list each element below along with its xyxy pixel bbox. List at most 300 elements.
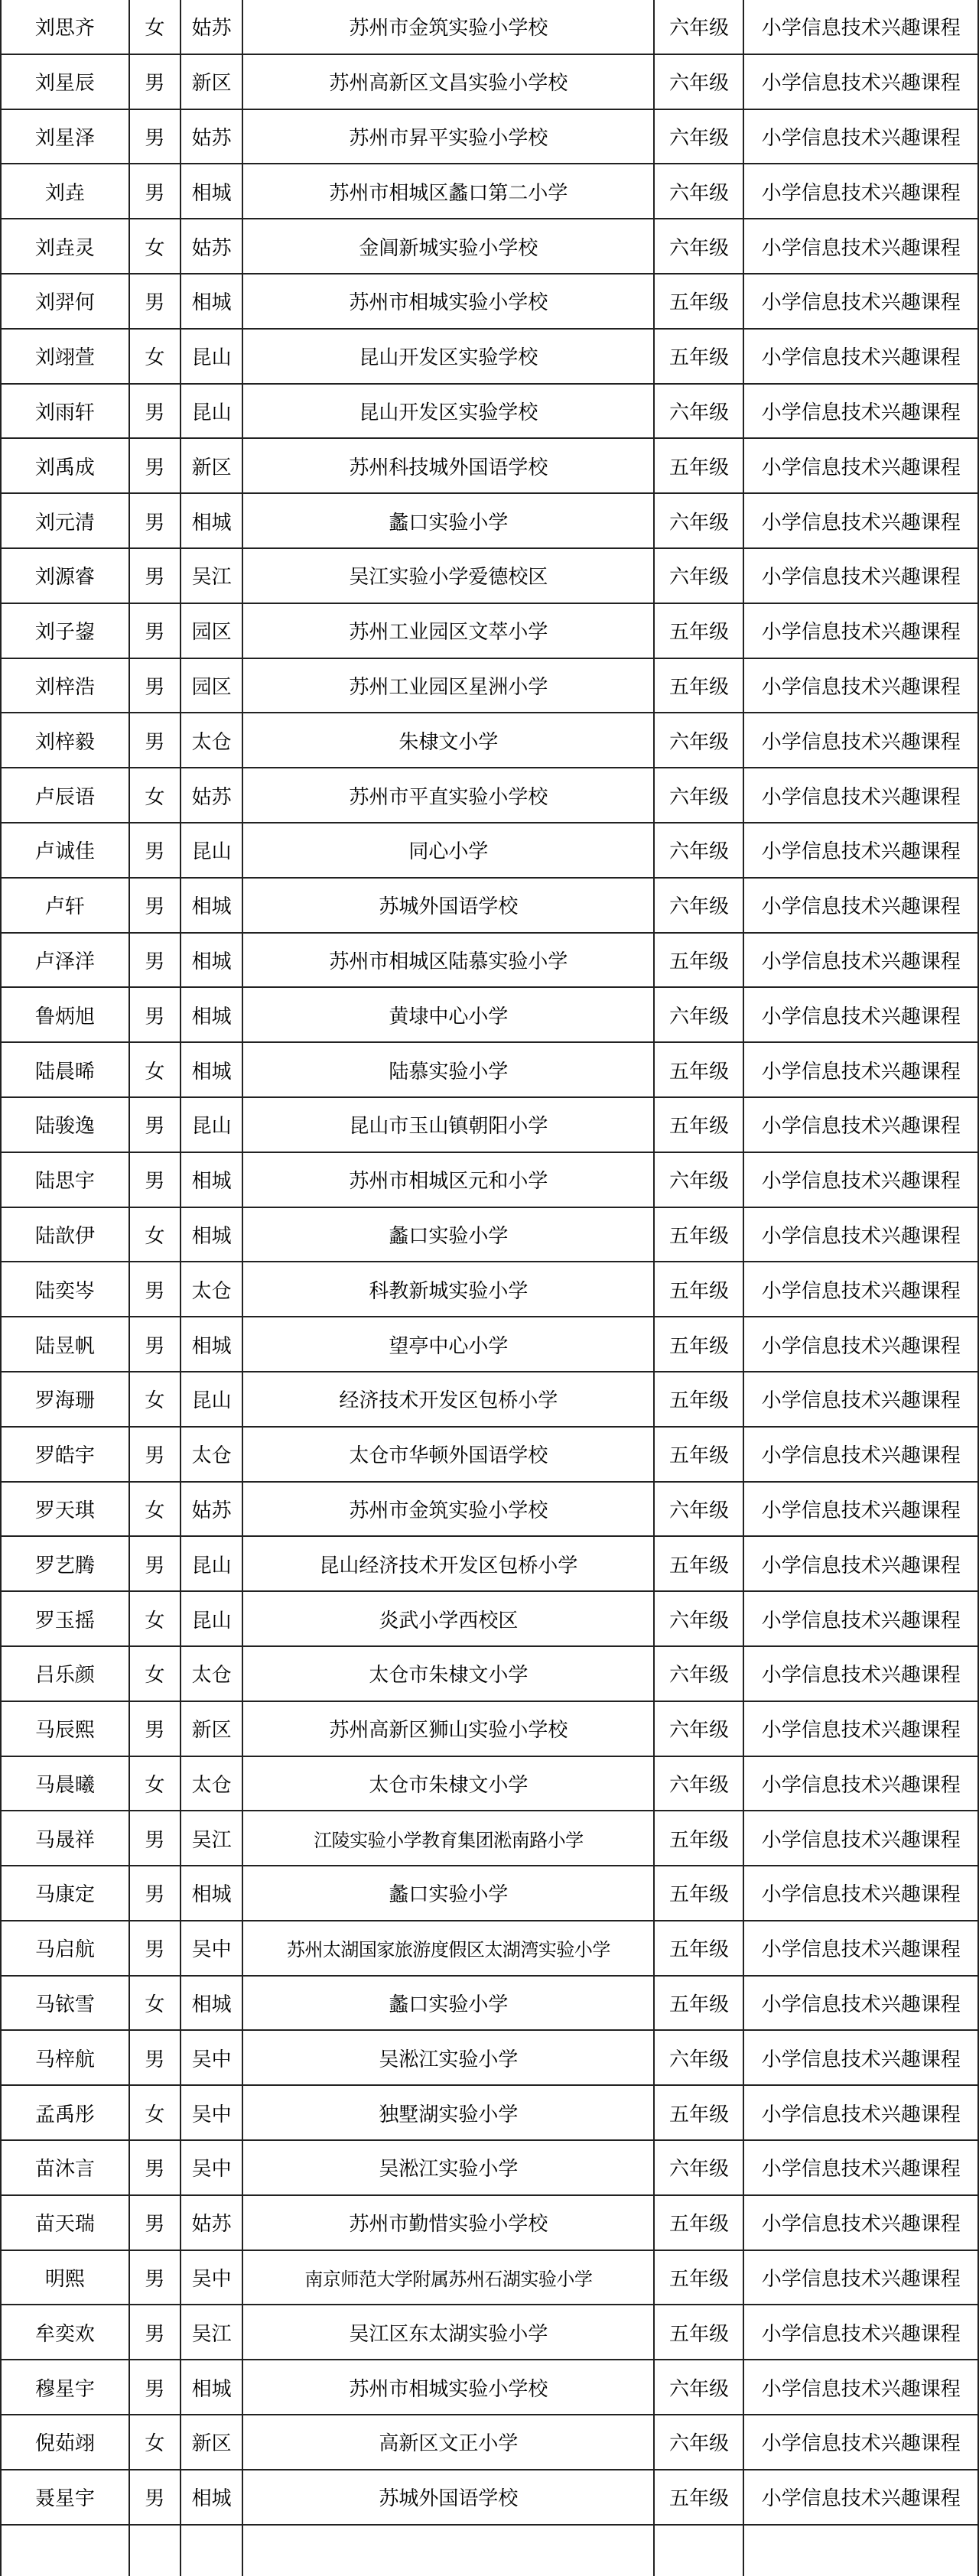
roster-body — [1, 0, 978, 2576]
course-cell: 小学信息技术兴趣课程 — [743, 1207, 978, 1262]
course-cell: 小学信息技术兴趣课程 — [743, 384, 978, 439]
school-cell: 昆山开发区实验学校 — [242, 329, 654, 384]
grade-cell: 五年级 — [654, 658, 743, 713]
student-name-cell: 鲁炳旭 — [1, 987, 129, 1042]
table-row — [1, 1042, 978, 1097]
gender-cell: 女 — [129, 1207, 181, 1262]
grade-cell: 六年级 — [654, 987, 743, 1042]
student-name-cell: 马启航 — [1, 1921, 129, 1976]
grade-cell: 六年级 — [654, 1756, 743, 1811]
district-cell: 太仓 — [181, 1262, 242, 1317]
table-row — [1, 2140, 978, 2195]
gender-cell: 女 — [129, 1976, 181, 2031]
student-name-cell: 牟奕欢 — [1, 2305, 129, 2360]
course-cell: 小学信息技术兴趣课程 — [743, 2085, 978, 2140]
grade-cell: 六年级 — [654, 164, 743, 219]
district-cell: 相城 — [181, 1866, 242, 1921]
district-cell: 姑苏 — [181, 219, 242, 274]
gender-cell: 男 — [129, 1866, 181, 1921]
district-cell: 昆山 — [181, 1372, 242, 1427]
table-row — [1, 2250, 978, 2305]
course-cell: 小学信息技术兴趣课程 — [743, 713, 978, 768]
grade-cell: 五年级 — [654, 1207, 743, 1262]
student-name-cell: 苗沐言 — [1, 2140, 129, 2195]
district-cell: 相城 — [181, 878, 242, 933]
grade-cell: 六年级 — [654, 384, 743, 439]
grade-cell: 五年级 — [654, 1042, 743, 1097]
school-cell: 苏州市勤惜实验小学校 — [242, 2195, 654, 2250]
course-cell: 小学信息技术兴趣课程 — [743, 438, 978, 493]
gender-cell: 男 — [129, 1921, 181, 1976]
student-name-cell: 马康定 — [1, 1866, 129, 1921]
district-cell: 吴中 — [181, 1921, 242, 1976]
course-cell: 小学信息技术兴趣课程 — [743, 1042, 978, 1097]
grade-cell: 五年级 — [654, 2085, 743, 2140]
student-name-cell: 刘垚灵 — [1, 219, 129, 274]
district-cell: 相城 — [181, 274, 242, 329]
student-name-cell: 罗皓宇 — [1, 1427, 129, 1482]
district-cell: 相城 — [181, 2360, 242, 2415]
gender-cell: 女 — [129, 1042, 181, 1097]
school-cell: 苏州高新区文昌实验小学校 — [242, 54, 654, 109]
grade-cell: 六年级 — [654, 713, 743, 768]
table-row — [1, 1152, 978, 1207]
course-cell: 小学信息技术兴趣课程 — [743, 878, 978, 933]
course-cell: 小学信息技术兴趣课程 — [743, 1536, 978, 1591]
course-cell: 小学信息技术兴趣课程 — [743, 1152, 978, 1207]
table-row — [1, 768, 978, 823]
empty-cell — [743, 2525, 978, 2576]
gender-cell: 男 — [129, 2030, 181, 2085]
gender-cell: 男 — [129, 2195, 181, 2250]
gender-cell: 女 — [129, 1646, 181, 1701]
district-cell: 相城 — [181, 493, 242, 548]
student-name-cell: 罗海珊 — [1, 1372, 129, 1427]
table-row — [1, 1427, 978, 1482]
course-cell: 小学信息技术兴趣课程 — [743, 1866, 978, 1921]
student-name-cell: 苗天瑞 — [1, 2195, 129, 2250]
gender-cell: 女 — [129, 1591, 181, 1646]
school-cell: 昆山经济技术开发区包桥小学 — [242, 1536, 654, 1591]
gender-cell: 男 — [129, 2305, 181, 2360]
course-cell: 小学信息技术兴趣课程 — [743, 933, 978, 988]
table-row — [1, 1207, 978, 1262]
district-cell: 园区 — [181, 658, 242, 713]
district-cell: 新区 — [181, 438, 242, 493]
school-cell: 苏州市相城区陆慕实验小学 — [242, 933, 654, 988]
gender-cell: 男 — [129, 1427, 181, 1482]
district-cell: 相城 — [181, 1152, 242, 1207]
student-name-cell: 刘垚 — [1, 164, 129, 219]
table-row — [1, 2030, 978, 2085]
course-cell: 小学信息技术兴趣课程 — [743, 2195, 978, 2250]
student-name-cell: 陆思宇 — [1, 1152, 129, 1207]
grade-cell: 五年级 — [654, 1536, 743, 1591]
course-cell: 小学信息技术兴趣课程 — [743, 54, 978, 109]
student-name-cell: 明熙 — [1, 2250, 129, 2305]
school-cell: 望亭中心小学 — [242, 1317, 654, 1372]
district-cell: 相城 — [181, 1042, 242, 1097]
empty-cell — [181, 2525, 242, 2576]
course-cell: 小学信息技术兴趣课程 — [743, 823, 978, 878]
school-cell: 陆慕实验小学 — [242, 1042, 654, 1097]
school-cell: 苏州市昇平实验小学校 — [242, 109, 654, 164]
district-cell: 昆山 — [181, 384, 242, 439]
student-name-cell: 刘禹成 — [1, 438, 129, 493]
student-name-cell: 马铱雪 — [1, 1976, 129, 2031]
gender-cell: 女 — [129, 1756, 181, 1811]
student-name-cell: 刘思齐 — [1, 0, 129, 54]
gender-cell: 男 — [129, 933, 181, 988]
table-row — [1, 1372, 978, 1427]
school-cell: 高新区文正小学 — [242, 2415, 654, 2470]
district-cell: 新区 — [181, 54, 242, 109]
grade-cell: 五年级 — [654, 1097, 743, 1152]
gender-cell: 男 — [129, 603, 181, 658]
grade-cell: 五年级 — [654, 2195, 743, 2250]
gender-cell: 男 — [129, 274, 181, 329]
gender-cell: 男 — [129, 54, 181, 109]
district-cell: 太仓 — [181, 1756, 242, 1811]
gender-cell: 男 — [129, 823, 181, 878]
school-cell: 苏城外国语学校 — [242, 878, 654, 933]
course-cell: 小学信息技术兴趣课程 — [743, 548, 978, 603]
school-cell: 苏州工业园区星洲小学 — [242, 658, 654, 713]
gender-cell: 男 — [129, 2470, 181, 2525]
course-cell: 小学信息技术兴趣课程 — [743, 1372, 978, 1427]
table-row — [1, 1811, 978, 1866]
empty-cell — [129, 2525, 181, 2576]
district-cell: 相城 — [181, 2470, 242, 2525]
school-cell: 苏州市相城区元和小学 — [242, 1152, 654, 1207]
table-row — [1, 713, 978, 768]
district-cell: 吴江 — [181, 1811, 242, 1866]
table-row — [1, 1701, 978, 1756]
school-cell: 苏州市相城实验小学校 — [242, 274, 654, 329]
course-cell: 小学信息技术兴趣课程 — [743, 1427, 978, 1482]
empty-cell — [242, 2525, 654, 2576]
district-cell: 昆山 — [181, 1536, 242, 1591]
gender-cell: 女 — [129, 1372, 181, 1427]
table-row — [1, 1976, 978, 2031]
empty-cell — [654, 2525, 743, 2576]
gender-cell: 男 — [129, 493, 181, 548]
school-cell: 苏城外国语学校 — [242, 2470, 654, 2525]
district-cell: 相城 — [181, 987, 242, 1042]
gender-cell: 女 — [129, 329, 181, 384]
district-cell: 姑苏 — [181, 2195, 242, 2250]
student-name-cell: 卢辰语 — [1, 768, 129, 823]
course-cell: 小学信息技术兴趣课程 — [743, 493, 978, 548]
grade-cell: 六年级 — [654, 493, 743, 548]
student-name-cell: 陆骏逸 — [1, 1097, 129, 1152]
gender-cell: 男 — [129, 713, 181, 768]
school-cell: 炎武小学西校区 — [242, 1591, 654, 1646]
table-row — [1, 1317, 978, 1372]
school-cell: 昆山开发区实验学校 — [242, 384, 654, 439]
student-name-cell: 马辰熙 — [1, 1701, 129, 1756]
district-cell: 姑苏 — [181, 768, 242, 823]
grade-cell: 五年级 — [654, 329, 743, 384]
empty-cell — [1, 2525, 129, 2576]
course-cell: 小学信息技术兴趣课程 — [743, 1317, 978, 1372]
course-cell: 小学信息技术兴趣课程 — [743, 274, 978, 329]
gender-cell: 男 — [129, 2250, 181, 2305]
student-name-cell: 卢泽洋 — [1, 933, 129, 988]
school-cell: 太仓市华顿外国语学校 — [242, 1427, 654, 1482]
district-cell: 吴中 — [181, 2250, 242, 2305]
district-cell: 吴中 — [181, 2030, 242, 2085]
table-row-partial — [1, 2525, 978, 2576]
student-name-cell: 陆奕岑 — [1, 1262, 129, 1317]
course-cell: 小学信息技术兴趣课程 — [743, 2140, 978, 2195]
school-cell: 苏州市金筑实验小学校 — [242, 1482, 654, 1537]
course-cell: 小学信息技术兴趣课程 — [743, 329, 978, 384]
grade-cell: 五年级 — [654, 1866, 743, 1921]
grade-cell: 五年级 — [654, 2250, 743, 2305]
student-name-cell: 刘子鋆 — [1, 603, 129, 658]
table-row — [1, 329, 978, 384]
table-row — [1, 878, 978, 933]
school-cell: 黄埭中心小学 — [242, 987, 654, 1042]
student-name-cell: 刘元清 — [1, 493, 129, 548]
gender-cell: 男 — [129, 438, 181, 493]
course-cell: 小学信息技术兴趣课程 — [743, 164, 978, 219]
gender-cell: 女 — [129, 2085, 181, 2140]
course-cell: 小学信息技术兴趣课程 — [743, 1811, 978, 1866]
grade-cell: 五年级 — [654, 2470, 743, 2525]
grade-cell: 五年级 — [654, 1262, 743, 1317]
table-row — [1, 164, 978, 219]
course-cell: 小学信息技术兴趣课程 — [743, 658, 978, 713]
table-row — [1, 1536, 978, 1591]
grade-cell: 五年级 — [654, 274, 743, 329]
table-row — [1, 219, 978, 274]
gender-cell: 男 — [129, 384, 181, 439]
table-row — [1, 2470, 978, 2525]
student-name-cell: 刘雨轩 — [1, 384, 129, 439]
school-cell: 蠡口实验小学 — [242, 493, 654, 548]
student-name-cell: 卢轩 — [1, 878, 129, 933]
course-cell: 小学信息技术兴趣课程 — [743, 1976, 978, 2031]
district-cell: 新区 — [181, 1701, 242, 1756]
school-cell: 吴江区东太湖实验小学 — [242, 2305, 654, 2360]
table-row — [1, 1262, 978, 1317]
table-row — [1, 933, 978, 988]
school-cell: 蠡口实验小学 — [242, 1866, 654, 1921]
grade-cell: 五年级 — [654, 1372, 743, 1427]
grade-cell: 六年级 — [654, 2360, 743, 2415]
course-cell: 小学信息技术兴趣课程 — [743, 2415, 978, 2470]
student-name-cell: 罗天琪 — [1, 1482, 129, 1537]
gender-cell: 男 — [129, 548, 181, 603]
gender-cell: 男 — [129, 2140, 181, 2195]
gender-cell: 男 — [129, 1262, 181, 1317]
gender-cell: 男 — [129, 987, 181, 1042]
course-cell: 小学信息技术兴趣课程 — [743, 2470, 978, 2525]
school-cell: 苏州工业园区文萃小学 — [242, 603, 654, 658]
district-cell: 太仓 — [181, 713, 242, 768]
student-name-cell: 陆歆伊 — [1, 1207, 129, 1262]
grade-cell: 五年级 — [654, 1317, 743, 1372]
table-row — [1, 438, 978, 493]
grade-cell: 六年级 — [654, 1482, 743, 1537]
school-cell: 吴淞江实验小学 — [242, 2140, 654, 2195]
course-cell: 小学信息技术兴趣课程 — [743, 1756, 978, 1811]
district-cell: 吴中 — [181, 2085, 242, 2140]
course-cell: 小学信息技术兴趣课程 — [743, 1097, 978, 1152]
course-cell: 小学信息技术兴趣课程 — [743, 603, 978, 658]
table-row — [1, 823, 978, 878]
gender-cell: 女 — [129, 1482, 181, 1537]
course-cell: 小学信息技术兴趣课程 — [743, 219, 978, 274]
table-row — [1, 1921, 978, 1976]
course-cell: 小学信息技术兴趣课程 — [743, 1646, 978, 1701]
district-cell: 昆山 — [181, 1591, 242, 1646]
student-name-cell: 马晟祥 — [1, 1811, 129, 1866]
table-row — [1, 2360, 978, 2415]
course-cell: 小学信息技术兴趣课程 — [743, 0, 978, 54]
student-name-cell: 马梓航 — [1, 2030, 129, 2085]
district-cell: 相城 — [181, 1976, 242, 2031]
school-cell: 苏州太湖国家旅游度假区太湖湾实验小学 — [242, 1921, 654, 1976]
district-cell: 姑苏 — [181, 1482, 242, 1537]
course-cell: 小学信息技术兴趣课程 — [743, 987, 978, 1042]
grade-cell: 五年级 — [654, 933, 743, 988]
student-name-cell: 刘星辰 — [1, 54, 129, 109]
grade-cell: 六年级 — [654, 1646, 743, 1701]
school-cell: 金阊新城实验小学校 — [242, 219, 654, 274]
school-cell: 经济技术开发区包桥小学 — [242, 1372, 654, 1427]
table-row — [1, 658, 978, 713]
district-cell: 太仓 — [181, 1646, 242, 1701]
table-row — [1, 2415, 978, 2470]
grade-cell: 五年级 — [654, 1976, 743, 2031]
district-cell: 新区 — [181, 2415, 242, 2470]
course-cell: 小学信息技术兴趣课程 — [743, 2305, 978, 2360]
table-row — [1, 548, 978, 603]
course-cell: 小学信息技术兴趣课程 — [743, 2360, 978, 2415]
grade-cell: 六年级 — [654, 1152, 743, 1207]
table-row — [1, 1756, 978, 1811]
district-cell: 吴江 — [181, 548, 242, 603]
district-cell: 昆山 — [181, 1097, 242, 1152]
student-name-cell: 马晨曦 — [1, 1756, 129, 1811]
school-cell: 吴淞江实验小学 — [242, 2030, 654, 2085]
district-cell: 相城 — [181, 1207, 242, 1262]
district-cell: 吴江 — [181, 2305, 242, 2360]
student-name-cell: 刘梓毅 — [1, 713, 129, 768]
table-row — [1, 1097, 978, 1152]
student-name-cell: 聂星宇 — [1, 2470, 129, 2525]
school-cell: 江陵实验小学教育集团淞南路小学 — [242, 1811, 654, 1866]
grade-cell: 五年级 — [654, 1427, 743, 1482]
grade-cell: 六年级 — [654, 878, 743, 933]
student-name-cell: 倪茹翊 — [1, 2415, 129, 2470]
school-cell: 蠡口实验小学 — [242, 1207, 654, 1262]
grade-cell: 六年级 — [654, 768, 743, 823]
grade-cell: 五年级 — [654, 603, 743, 658]
district-cell: 相城 — [181, 933, 242, 988]
gender-cell: 女 — [129, 0, 181, 54]
school-cell: 独墅湖实验小学 — [242, 2085, 654, 2140]
course-cell: 小学信息技术兴趣课程 — [743, 768, 978, 823]
grade-cell: 五年级 — [654, 2305, 743, 2360]
student-name-cell: 穆星宇 — [1, 2360, 129, 2415]
grade-cell: 六年级 — [654, 2030, 743, 2085]
school-cell: 太仓市朱棣文小学 — [242, 1756, 654, 1811]
course-cell: 小学信息技术兴趣课程 — [743, 2030, 978, 2085]
district-cell: 相城 — [181, 164, 242, 219]
table-row — [1, 1591, 978, 1646]
grade-cell: 六年级 — [654, 1591, 743, 1646]
school-cell: 科教新城实验小学 — [242, 1262, 654, 1317]
table-row — [1, 54, 978, 109]
grade-cell: 六年级 — [654, 1701, 743, 1756]
school-cell: 同心小学 — [242, 823, 654, 878]
table-row — [1, 274, 978, 329]
district-cell: 姑苏 — [181, 109, 242, 164]
school-cell: 苏州市相城区蠡口第二小学 — [242, 164, 654, 219]
grade-cell: 六年级 — [654, 109, 743, 164]
gender-cell: 男 — [129, 1317, 181, 1372]
district-cell: 园区 — [181, 603, 242, 658]
school-cell: 朱棣文小学 — [242, 713, 654, 768]
district-cell: 昆山 — [181, 329, 242, 384]
course-cell: 小学信息技术兴趣课程 — [743, 1921, 978, 1976]
table-row — [1, 109, 978, 164]
table-row — [1, 2085, 978, 2140]
table-row — [1, 1482, 978, 1537]
table-row — [1, 603, 978, 658]
student-name-cell: 罗艺腾 — [1, 1536, 129, 1591]
student-name-cell: 孟禹彤 — [1, 2085, 129, 2140]
student-name-cell: 刘梓浩 — [1, 658, 129, 713]
student-name-cell: 陆晨晞 — [1, 1042, 129, 1097]
gender-cell: 女 — [129, 219, 181, 274]
table-row — [1, 2305, 978, 2360]
student-name-cell: 刘星泽 — [1, 109, 129, 164]
table-row — [1, 493, 978, 548]
district-cell: 相城 — [181, 1317, 242, 1372]
student-name-cell: 陆昱帆 — [1, 1317, 129, 1372]
school-cell: 苏州高新区狮山实验小学校 — [242, 1701, 654, 1756]
table-row — [1, 384, 978, 439]
gender-cell: 女 — [129, 2415, 181, 2470]
school-cell: 苏州科技城外国语学校 — [242, 438, 654, 493]
student-name-cell: 卢诚佳 — [1, 823, 129, 878]
course-cell: 小学信息技术兴趣课程 — [743, 1482, 978, 1537]
school-cell: 昆山市玉山镇朝阳小学 — [242, 1097, 654, 1152]
school-cell: 太仓市朱棣文小学 — [242, 1646, 654, 1701]
district-cell: 姑苏 — [181, 0, 242, 54]
table-row — [1, 1866, 978, 1921]
gender-cell: 男 — [129, 2360, 181, 2415]
table-row — [1, 0, 978, 54]
course-cell: 小学信息技术兴趣课程 — [743, 2250, 978, 2305]
gender-cell: 男 — [129, 1701, 181, 1756]
school-cell: 苏州市金筑实验小学校 — [242, 0, 654, 54]
course-cell: 小学信息技术兴趣课程 — [743, 1591, 978, 1646]
table-row — [1, 1646, 978, 1701]
student-name-cell: 吕乐颜 — [1, 1646, 129, 1701]
gender-cell: 男 — [129, 1811, 181, 1866]
gender-cell: 男 — [129, 164, 181, 219]
grade-cell: 六年级 — [654, 0, 743, 54]
student-name-cell: 刘羿何 — [1, 274, 129, 329]
course-cell: 小学信息技术兴趣课程 — [743, 109, 978, 164]
grade-cell: 五年级 — [654, 438, 743, 493]
